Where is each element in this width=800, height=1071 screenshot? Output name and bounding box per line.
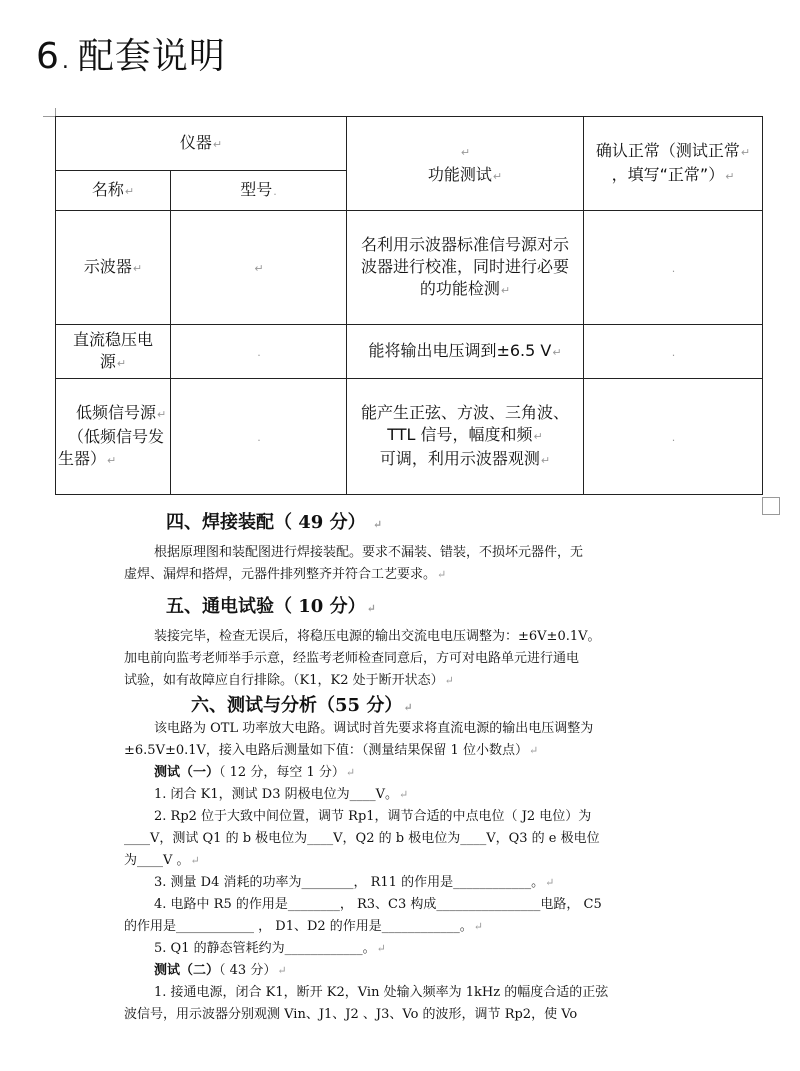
section-heading [36,28,226,79]
cell-model: ↵ [171,211,347,325]
table-row [56,325,763,379]
cell-function: 名利用示波器标准信号源对示 波器进行校准，同时进行必要 的功能检测↵ [347,211,584,325]
section-dot: . [61,49,70,74]
cell-model: . [171,379,347,495]
cell-name: 低频信号源↵ （低频信号发 生器）↵ [56,379,171,495]
section-6-title: 六、测试与分析（55 分）↵ [191,695,413,716]
cell-function: 能将输出电压调到±6.5 V↵ [347,325,584,379]
table-row [56,379,763,495]
section-6-body: 该电路为 OTL 功率放大电路。调试时首先要求将直流电源的输出电压调整为 ±6.5V±0.1V，接入电路后测量如下值：（测量结果保留 1 位小数点）↵ 测试（一）（ 12 分，每空 1 分）↵ 1. 闭合 K1，测试 D3 阴极电位为____V。↵ 2. Rp2 位于大致中间位置，调节 Rp1，调节合适的中点电位（ J2 电位）为 ____V，测试 Q1 的 b 极电位为____V，Q2 的 b 极电位为____V，Q3 的 e 极电位 为____V 。↵ 3. 测量 D4 消耗的功率为________， R11 的作用是____________。↵ 4. 电路中 R5 的作用是________， R3、C3 构成________________电路， C5 的作用是____________ ， D1、D2 的作用是____________。↵ 5. Q1 的静态管耗约为____________。↵ 测试（二）（ 43 分）↵ 1. 接通电源，闭合 K1，断开 K2，Vin 处输入频率为 1kHz 的幅度合适的正弦 波信号，用示波器分别观测 Vin、J1、J2 、J3、Vo 的波形，调节 Rp2，使 Vo [124,721,609,1022]
section-5-title: 五、通电试验（ 10 分）↵ [166,596,376,617]
section-number: 6 [36,36,60,77]
header-confirm: 确认正常（测试正常↵ ，填写“正常”）↵ [584,117,763,211]
cell-name: 直流稳压电 源↵ [56,325,171,379]
cell-confirm: . [584,379,763,495]
table-resize-handle[interactable] [762,497,780,515]
cell-name: 示波器↵ [56,211,171,325]
header-instrument: 仪器↵ [56,117,347,171]
cell-function: 能产生正弦、方波、三角波、 TTL 信号，幅度和频↵ 可调，利用示波器观测↵ [347,379,584,495]
cell-confirm: . [584,211,763,325]
table-row [56,211,763,325]
header-model: 型号. [171,171,347,211]
section-4-body: 根据原理图和装配图进行焊接装配。要求不漏装、错装，不损坏元器件，无 虚焊、漏焊和搭焊，元器件排列整齐并符合工艺要求。↵ [124,545,584,582]
cell-confirm: . [584,325,763,379]
cell-model: . [171,325,347,379]
section-4-title: 四、焊接装配（ 49 分） ↵ [166,512,383,533]
section-5-body: 装接完毕，检查无误后，将稳压电源的输出交流电电压调整为：±6V±0.1V。 加电前向监考老师举手示意，经监考老师检查同意后，方可对电路单元进行通电 试验，如有故障应自行排除。（K1，K2 处于断开状态）↵ [124,629,601,688]
header-name: 名称↵ [56,171,171,211]
equipment-table [55,116,763,495]
header-function: ↵ 功能测试↵ [347,117,584,211]
section-title: 配套说明 [77,36,226,77]
